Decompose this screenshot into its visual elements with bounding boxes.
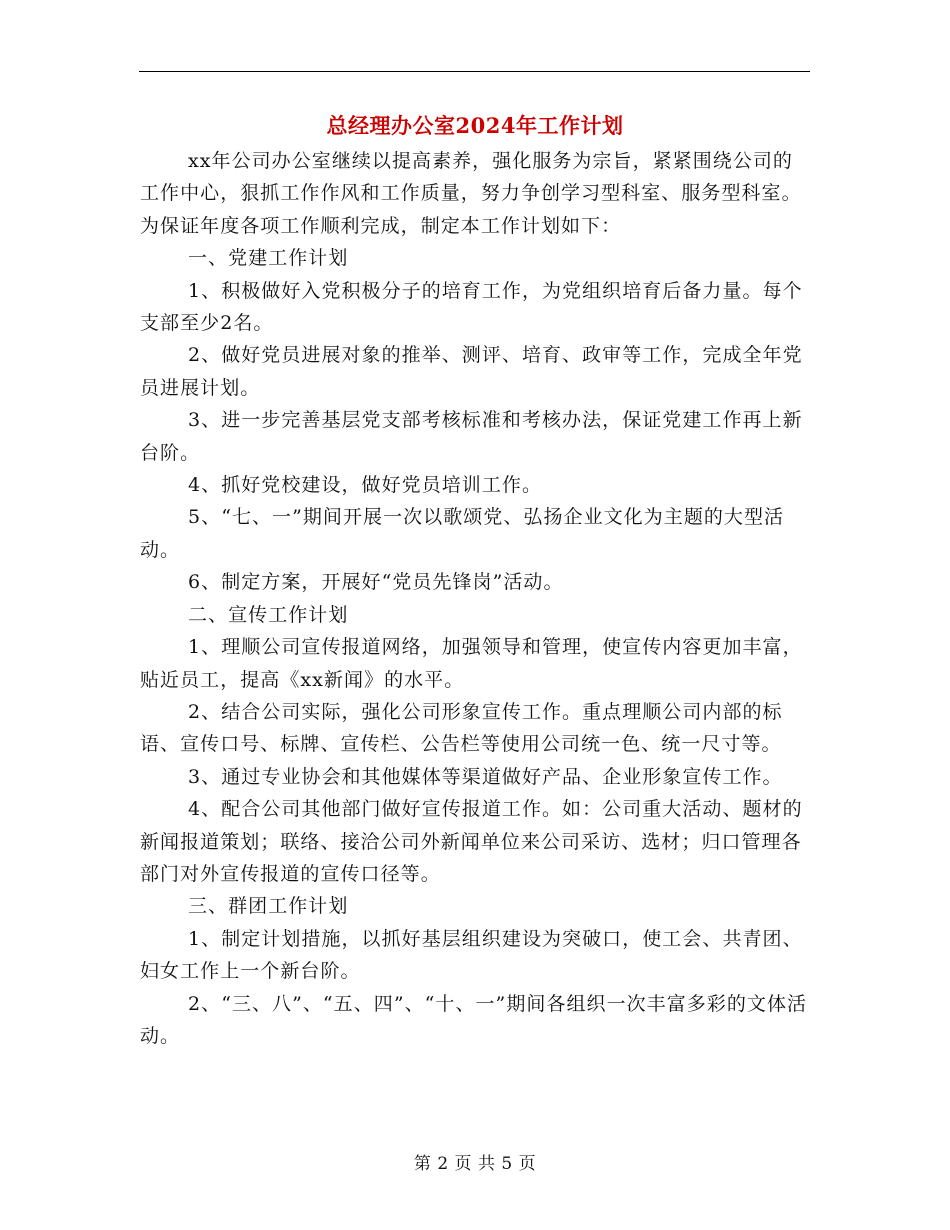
paragraph: 2、做好党员进展对象的推举、测评、培育、政审等工作，完成全年党员进展计划。 (140, 344, 803, 399)
section-heading-mass-organizations: 三、群团工作计划 (188, 895, 349, 918)
document-title: 总经理办公室2024年工作计划 (326, 113, 624, 138)
paragraph: 5、“七、一”期间开展一次以歌颂党、弘扬企业文化为主题的大型活动。 (140, 506, 785, 561)
page-number: 第 2 页 共 5 页 (413, 1154, 537, 1174)
paragraph: 4、抓好党校建设，做好党员培训工作。 (188, 474, 542, 497)
intro-paragraph: xx年公司办公室继续以提高素养，强化服务为宗旨，紧紧围绕公司的工作中心，狠抓工作作风和工作质量，努力争创学习型科室、服务型科室。为保证年度各项工作顺利完成，制定本工作计划如下： (140, 150, 802, 237)
paragraph: 1、积极做好入党积极分子的培育工作，为党组织培育后备力量。每个支部至少2名。 (140, 279, 803, 335)
paragraph: 6、制定方案，开展好“党员先锋岗”活动。 (188, 571, 564, 594)
header-rule (139, 71, 810, 72)
paragraph: 1、理顺公司宣传报道网络，加强领导和管理，使宣传内容更加丰富，贴近员工，提高《xx新闻》的水平。 (140, 636, 803, 691)
paragraph: 3、进一步完善基层党支部考核标准和考核办法，保证党建工作再上新台阶。 (140, 409, 803, 464)
document-body (140, 145, 812, 1052)
paragraph: 3、通过专业协会和其他媒体等渠道做好产品、企业形象宣传工作。 (188, 765, 783, 788)
paragraph: 2、“三、八”、“五、四”、“十、一”期间各组织一次丰富多彩的文体活动。 (140, 992, 808, 1047)
paragraph: 4、配合公司其他部门做好宣传报道工作。如：公司重大活动、题材的新闻报道策划；联络、接洽公司外新闻单位来公司采访、选材；归口管理各部门对外宣传报道的宣传口径等。 (140, 798, 803, 885)
section-heading-party-building: 一、党建工作计划 (188, 247, 349, 270)
paragraph: 1、制定计划措施，以抓好基层组织建设为突破口，使工会、共青团、妇女工作上一个新台阶。 (140, 927, 803, 983)
section-heading-publicity: 二、宣传工作计划 (188, 603, 349, 626)
paragraph: 2、结合公司实际，强化公司形象宣传工作。重点理顺公司内部的标语、宣传口号、标牌、宣传栏、公告栏等使用公司统一色、统一尺寸等。 (140, 700, 783, 756)
